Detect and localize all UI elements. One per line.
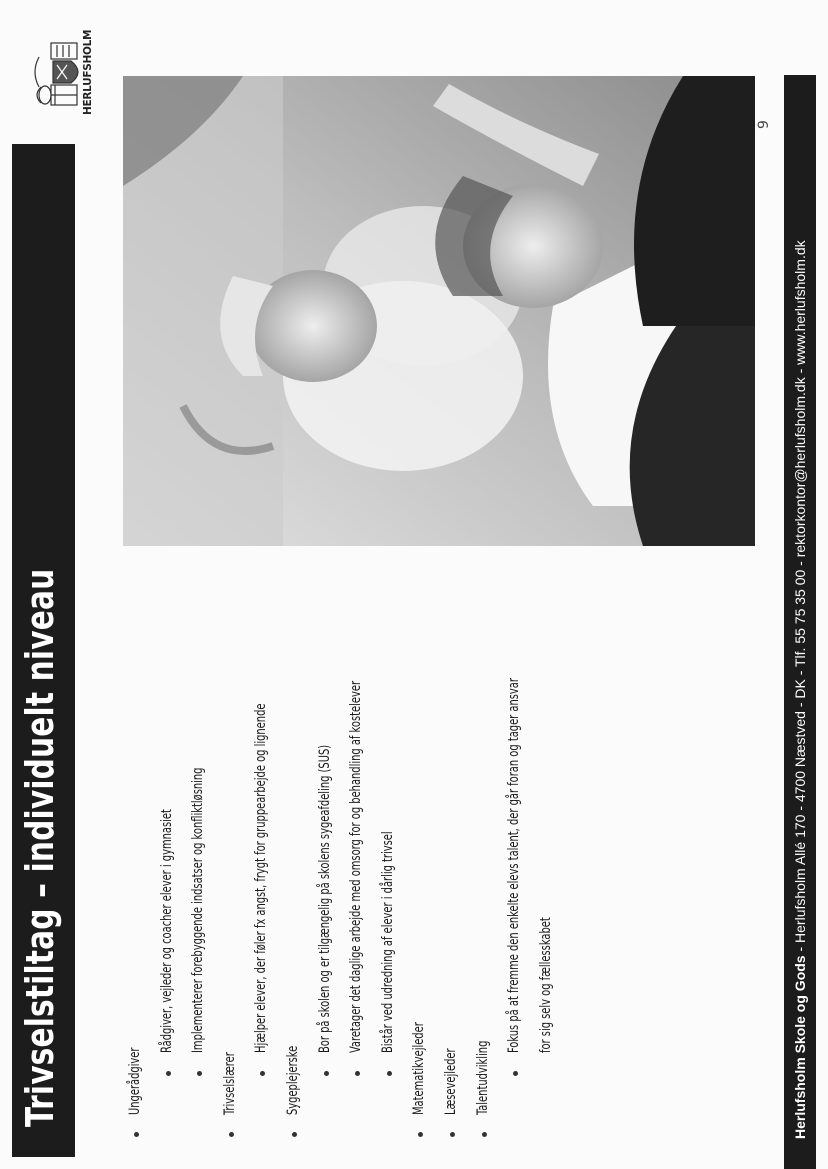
bullet-item — [468, 499, 500, 1139]
bullet-item — [152, 499, 184, 1139]
bullet-item — [183, 499, 215, 1139]
bullet-text: Rådgiver, vejleder og coacher elever i gymnasiet — [158, 809, 175, 1053]
bullet-item — [120, 499, 152, 1139]
bullet-text: Talentudvikling — [474, 1040, 491, 1115]
footer-details: - Herlufsholm Allé 170 - 4700 Næstved - DK - Tlf. 55 75 35 00 - rektorkontor@herlufsholm.dk - www.herlufsholm.dk — [792, 240, 808, 956]
bullet-item — [436, 499, 468, 1139]
bullet-text: Hjælper elever, der føler fx angst, frygt for gruppearbejde og lignende — [253, 703, 270, 1053]
page-number: 9 — [756, 120, 772, 129]
logo-wordmark: HERLUFSHOLM — [82, 29, 94, 115]
bullet-item — [246, 499, 278, 1139]
bullet-item — [373, 499, 405, 1139]
bullet-text: Ungerådgiver — [127, 1047, 143, 1115]
bullet-text: Matematikvejleder — [411, 1022, 428, 1115]
bullet-text: Fokus på at fremme den enkelte elevs talent, der går foran og tager ansvar — [506, 678, 523, 1053]
bullet-item — [310, 499, 342, 1139]
footer-bar — [784, 75, 816, 1169]
bullet-text: Sygeplejerske — [284, 1045, 301, 1115]
bullet-list — [120, 499, 562, 1139]
bullet-item — [278, 499, 310, 1139]
bullet-item — [499, 499, 531, 1139]
title-bar — [12, 144, 75, 1157]
bullet-text: for sig selv og fællesskabet — [537, 917, 554, 1053]
bullet-item — [215, 499, 247, 1139]
bullet-text: Bistår ved udredning af elever i dårlig trivsel — [379, 831, 396, 1053]
students-photo — [123, 76, 755, 546]
footer-org: Herlufsholm Skole og Gods — [792, 955, 808, 1139]
bullet-item — [531, 499, 563, 1139]
bullet-text: Trivselslærer — [221, 1052, 238, 1115]
bullet-text: Bor på skolen og er tilgængelig på skolens sygeafdeling (SUS) — [316, 744, 333, 1053]
slide-title: Trivselstiltag – individuelt niveau — [18, 568, 62, 1127]
bullet-text: Implementerer forebyggende indsatser og konfliktløsning — [190, 767, 207, 1053]
bullet-item — [404, 499, 436, 1139]
footer-text — [784, 240, 816, 1139]
bullet-text: Varetager det daglige arbejde med omsorg for og behandling af kostelever — [348, 680, 365, 1053]
bullet-item — [341, 499, 373, 1139]
bullet-text: Læsevejleder — [442, 1048, 459, 1115]
